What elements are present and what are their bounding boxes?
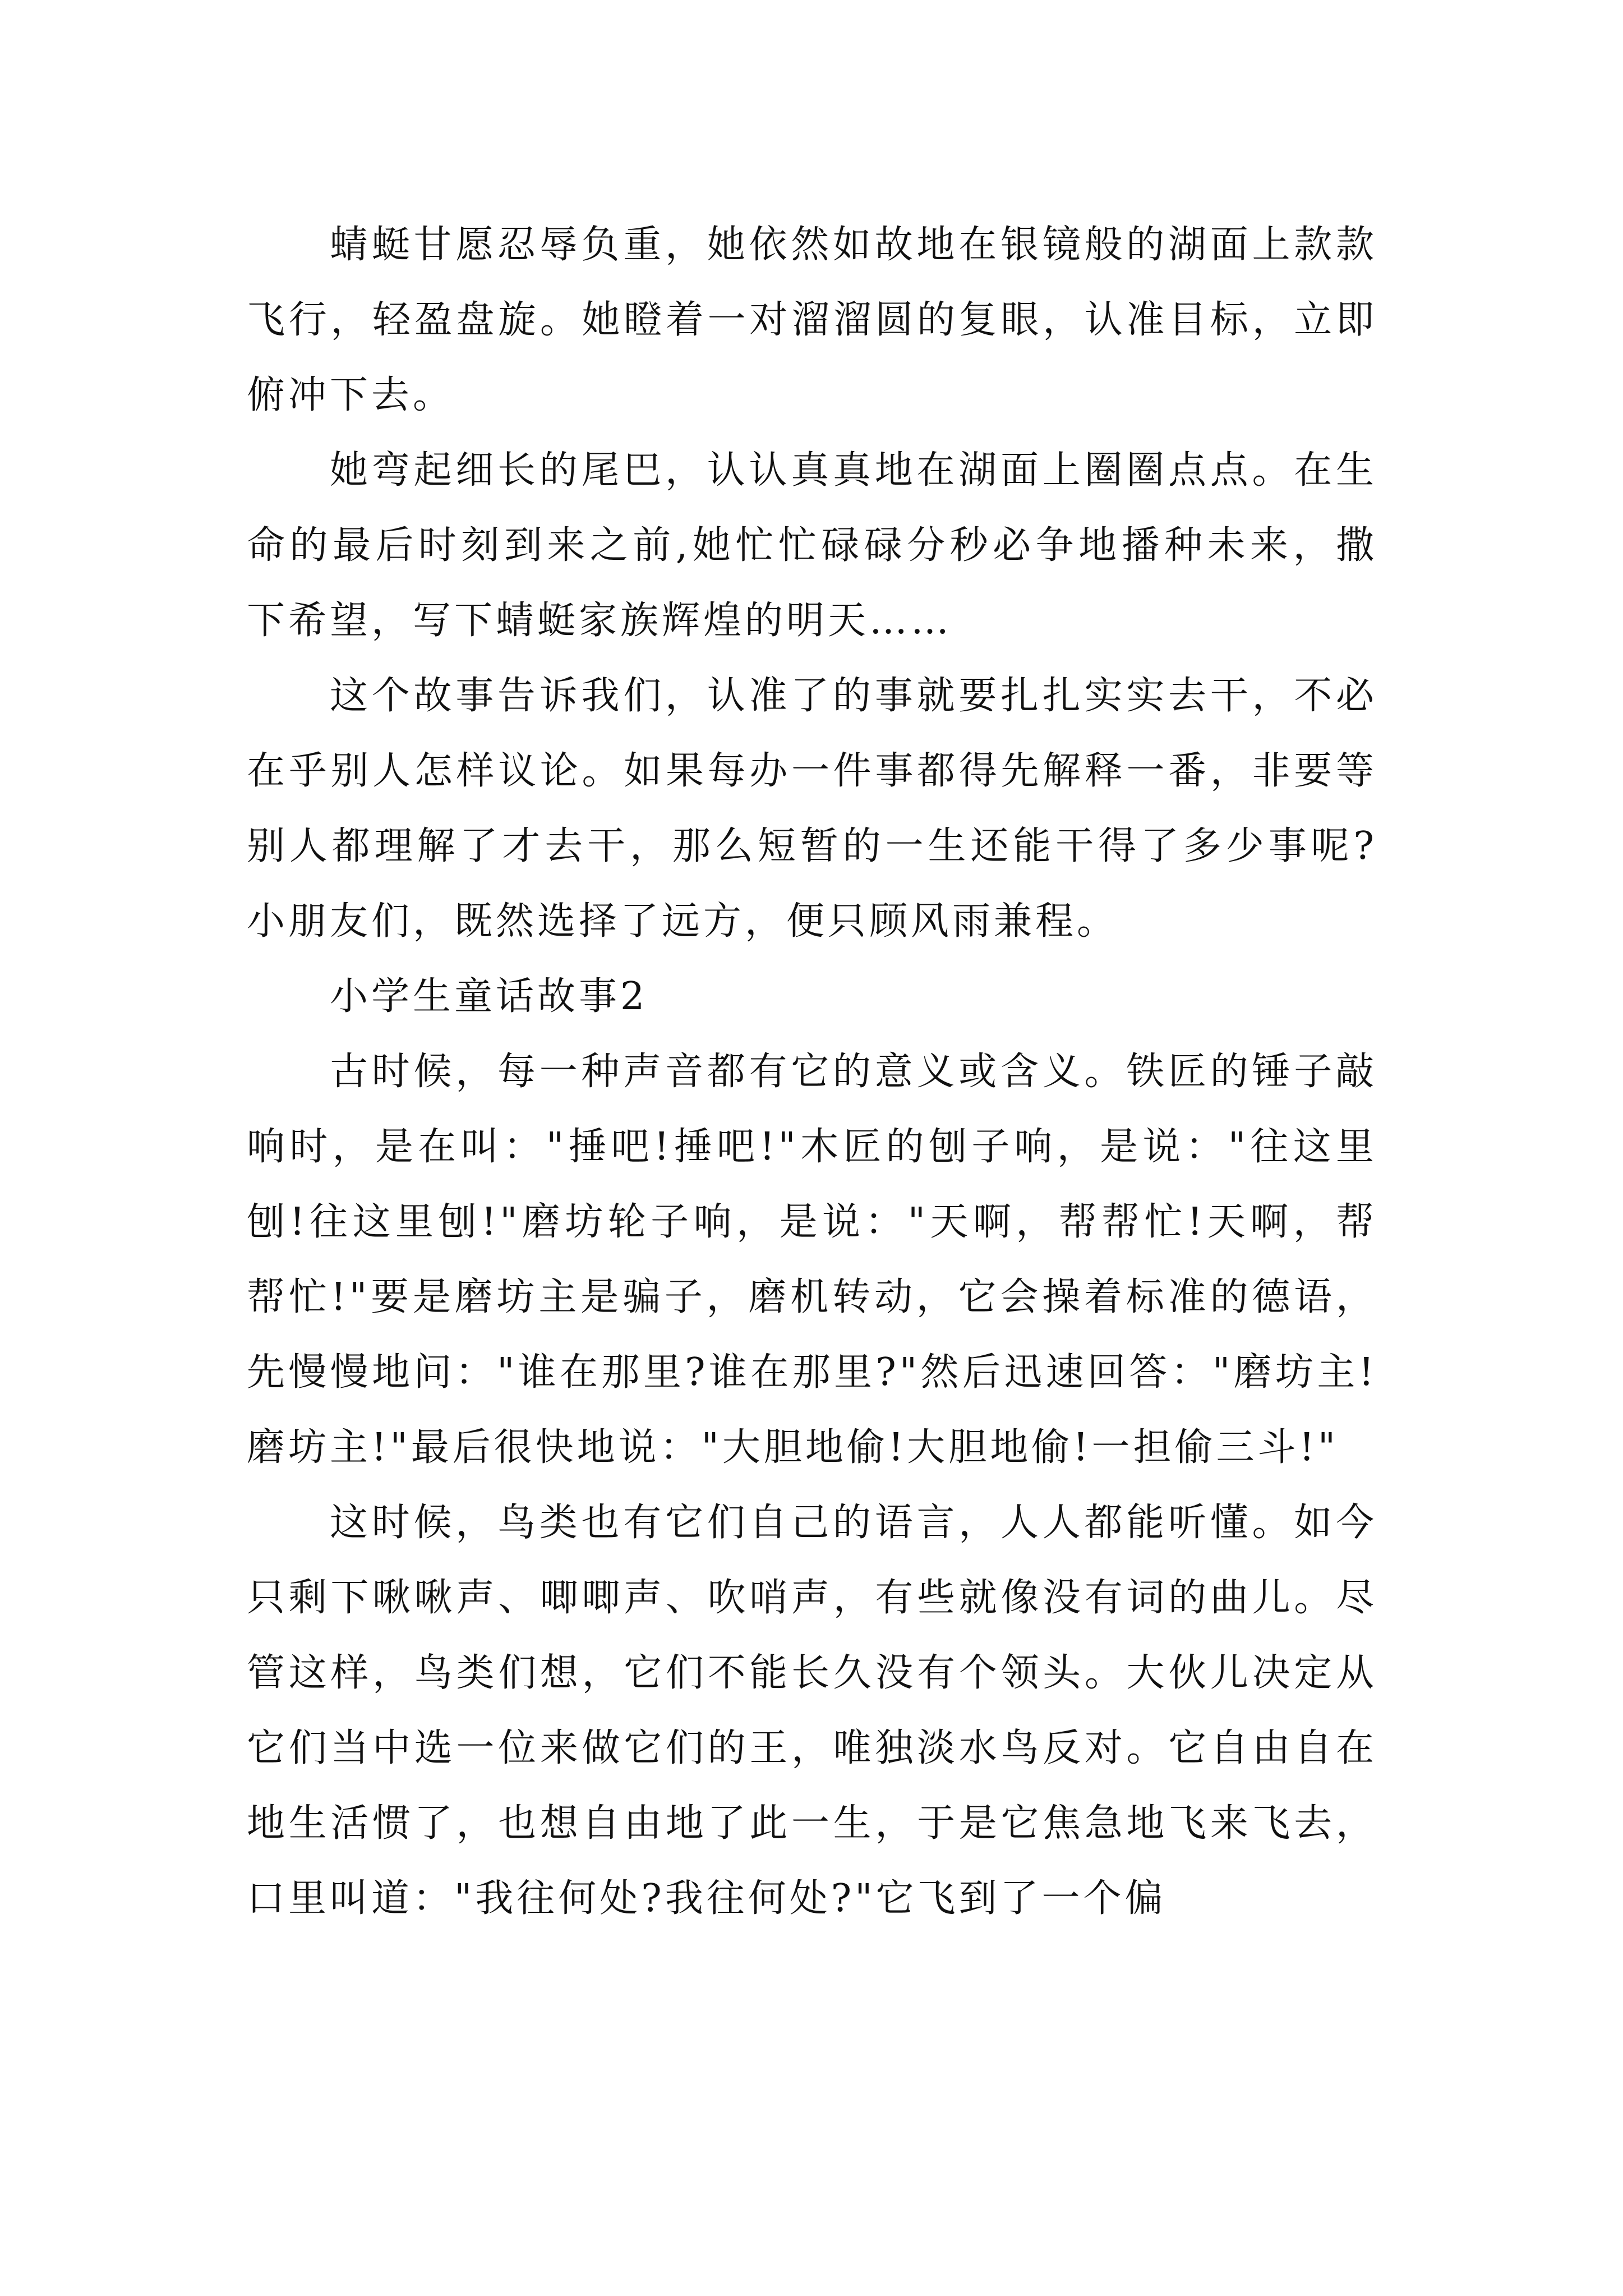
paragraph-dragonfly-tail: 她弯起细长的尾巴，认认真真地在湖面上圈圈点点。在生命的最后时刻到来之前,她忙忙碌碌分秒必争地播种未来，撒下希望，写下蜻蜓家族辉煌的明天……: [247, 448, 1377, 643]
paragraph-bird-language: 这时候，鸟类也有它们自己的语言，人人都能听懂。如今只剩下啾啾声、唧唧声、吹哨声，有些就像没有词的曲儿。尽管这样，鸟类们想，它们不能长久没有个领头。大伙儿决定从它们当中选一位来做它们的王，唯独淡水鸟反对。它自由自在地生活惯了，也想自由地了此一生，于是它焦急地飞来飞去，口里叫道："我往何处?我往何处?"它飞到了一个偏: [247, 1501, 1377, 1921]
paragraph-ancient-sounds: 古时候，每一种声音都有它的意义或含义。铁匠的锤子敲响时，是在叫："捶吧!捶吧!"木匠的刨子响，是说："往这里刨!往这里刨!"磨坊轮子响，是说："天啊，帮帮忙!天啊，帮帮忙!"要是磨坊主是骗子，磨机转动，它会操着标准的德语，先慢慢地问："谁在那里?谁在那里?"然后迅速回答："磨坊主!磨坊主!"最后很快地说："大胆地偷!大胆地偷!一担偷三斗!": [247, 1050, 1377, 1470]
document-body: [247, 208, 1377, 1936]
section-heading: 小学生童话故事2: [330, 974, 648, 1019]
paragraph-story-moral: 这个故事告诉我们，认准了的事就要扎扎实实去干，不必在乎别人怎样议论。如果每办一件事都得先解释一番，非要等别人都理解了才去干，那么短暂的一生还能干得了多少事呢?小朋友们，既然选择了远方，便只顾风雨兼程。: [247, 674, 1377, 944]
paragraph-dragonfly-flight: 蜻蜓甘愿忍辱负重，她依然如故地在银镜般的湖面上款款飞行，轻盈盘旋。她瞪着一对溜溜圆的复眼，认准目标，立即俯冲下去。: [247, 223, 1377, 417]
